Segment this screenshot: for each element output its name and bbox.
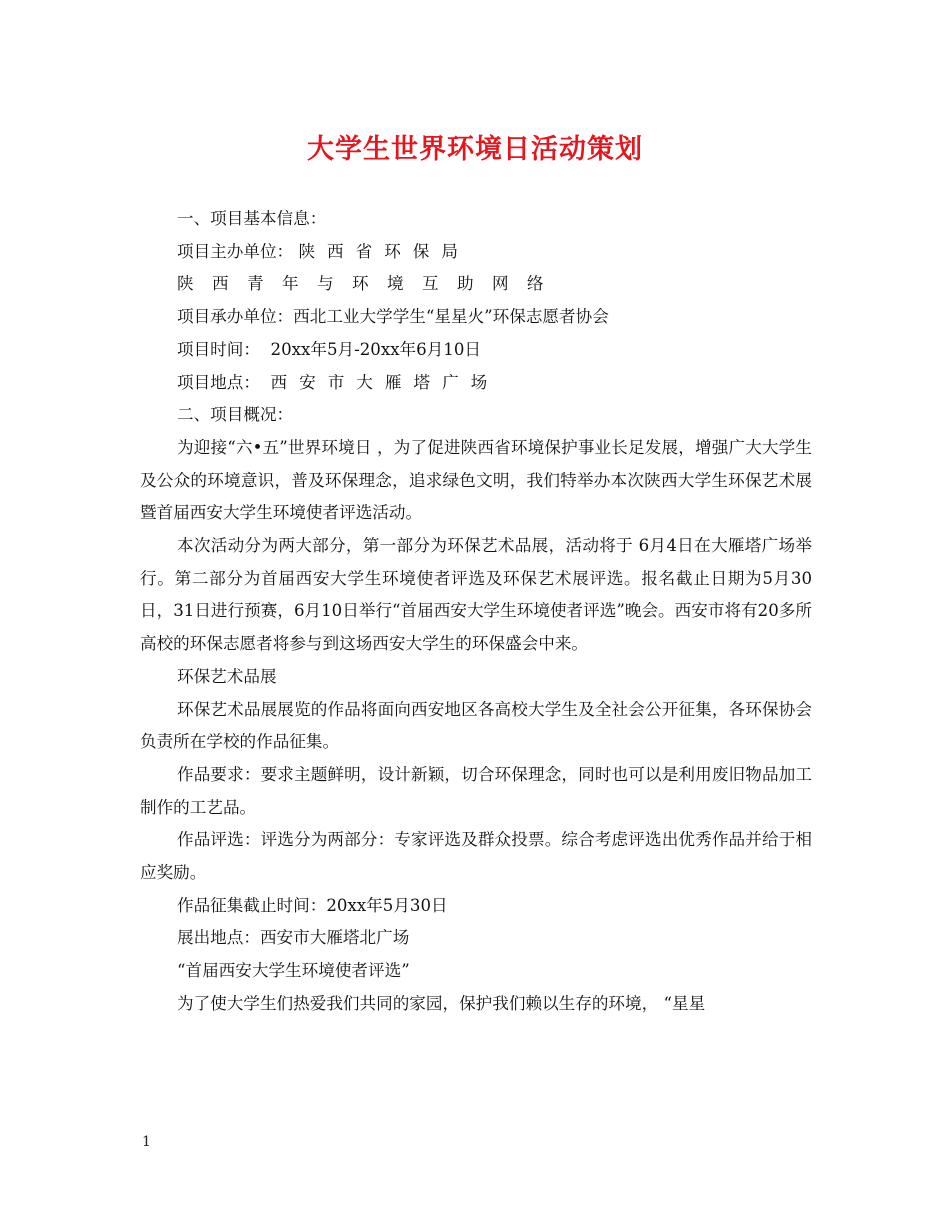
time-line (140, 334, 812, 367)
document-body (140, 203, 812, 1021)
location-value: 西安市大雁塔广场 (270, 372, 500, 392)
document-title: 大学生世界环境日活动策划 (307, 134, 643, 165)
location-line (140, 367, 812, 400)
subheading-envoy-selection: “首届西安大学生环境使者评选” (177, 961, 410, 981)
time-label: 项目时间： (177, 339, 260, 359)
organizer-line (140, 236, 812, 269)
page-number: 1 (142, 1134, 151, 1150)
section-heading-basic-info: 一、项目基本信息： (177, 209, 327, 228)
organizer-label: 项目主办单位： (177, 241, 294, 261)
undertaker-line: 项目承办单位：西北工业大学学生“星星火”环保志愿者协会 (177, 307, 609, 327)
exhibition-location: 展出地点：西安市大雁塔北广场 (177, 928, 410, 948)
location-label: 项目地点： (177, 372, 260, 392)
paragraph-art-collection: 环保艺术品展展览的作品将面向西安地区各高校大学生及全社会公开征集，各环保协会负责所在学校的作品征集。 (140, 699, 812, 752)
subheading-art-exhibition: 环保艺术品展 (177, 666, 277, 686)
organizer-value-2: 陕西青年与环境互助网络 (177, 274, 562, 294)
collection-deadline: 作品征集截止时间：20xx年5月30日 (177, 895, 448, 915)
paragraph-work-evaluation: 作品评选：评选分为两部分：专家评选及群众投票。综合考虑评选出优秀作品并给于相应奖励。 (140, 830, 812, 883)
time-value: 20xx年5月-20xx年6月10日 (270, 339, 481, 359)
paragraph-envoy-intro: 为了使大学生们热爱我们共同的家园，保护我们赖以生存的环境， “星星 (177, 993, 706, 1013)
paragraph-work-requirements: 作品要求：要求主题鲜明，设计新颖，切合环保理念，同时也可以是利用废旧物品加工制作的工艺品。 (140, 764, 812, 817)
organizer-value-1: 陕西省环保局 (298, 241, 470, 261)
paragraph-intro: 为迎接“六•五”世界环境日 ，为了促进陕西省环境保护事业长足发展，增强广大大学生及公众的环境意识，普及环保理念，追求绿色文明，我们特举办本次陕西大学生环保艺术展暨首届西安大学生环境使者评选活动。 (140, 437, 812, 523)
paragraph-activity-parts: 本次活动分为两大部分，第一部分为环保艺术品展，活动将于 6月4日在大雁塔广场举行。第二部分为首届西安大学生环境使者评选及环保艺术展评选。报名截止日期为5月30日，31日进行预赛，6月10日举行“首届西安大学生环境使者评选”晚会。西安市将有20多所高校的环保志愿者将参与到这场西安大学生的环保盛会中来。 (140, 536, 812, 654)
section-heading-overview: 二、项目概况： (177, 405, 294, 425)
